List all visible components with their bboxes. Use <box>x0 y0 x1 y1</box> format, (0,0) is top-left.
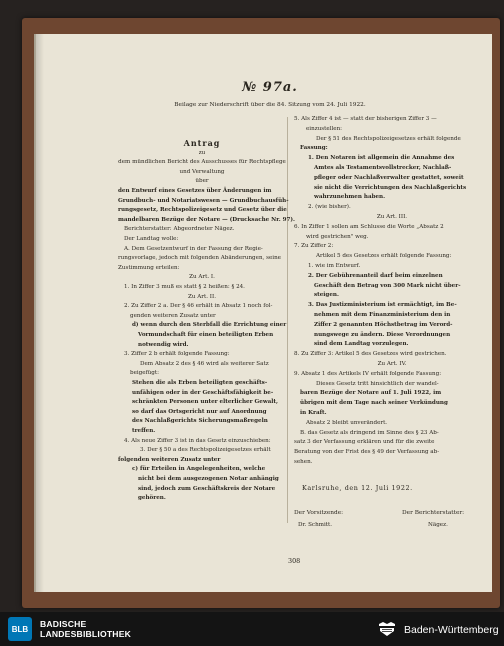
right-column-line: Der § 51 des Rechtspolizeigesetzes erhält folgende <box>316 135 461 142</box>
left-column-line: den Entwurf eines Gesetzes über Änderungen im <box>118 188 272 194</box>
left-column-line: nicht bei dem ausgezogenen Notar anhängig <box>138 476 279 482</box>
left-column-line: Berichterstatter: Abgeordneter Nägez. <box>124 226 235 233</box>
document-number: № 97a. <box>242 80 298 95</box>
right-column-line: sie nicht die Verrichtungen des Nachlaßgerichts <box>314 184 467 191</box>
left-column-line: 2. Zu Ziffer 2 a. Der § 46 erhält in Absatz 1 noch fol- <box>124 303 273 310</box>
left-column-line: unfähigen oder in der Geschäftsfähigkeit be- <box>132 389 274 396</box>
right-column-line: Geschäft den Betrag von 300 Mark nicht über- <box>314 282 461 289</box>
left-column-line: Dem Absatz 2 des § 46 wird als weiterer Satz <box>140 360 269 367</box>
column-divider <box>287 117 288 523</box>
left-column-line: d) wenn durch den Sterbfall die Errichtung einer <box>132 322 287 329</box>
page-number: 308 <box>288 557 301 565</box>
right-column-line: 7. Zu Ziffer 2: <box>294 243 334 250</box>
left-column-line: so darf das Ortsgericht nur auf Anordnung <box>132 408 267 415</box>
right-column-line: 1. wie im Entwurf. <box>308 263 361 269</box>
right-column-line: einzustellen: <box>306 125 343 132</box>
left-column-line: 3. Der § 50 a des Rechtspolizeigesetzes erhält <box>140 447 271 454</box>
right-column-line: in Kraft. <box>300 410 327 416</box>
state-name[interactable]: Baden-Württemberg <box>404 624 499 636</box>
left-column-line: Grundbuch- und Notariatswesen — Grundbuchausfüh- <box>118 197 289 204</box>
right-column-line: sind dem Landtag vorzulegen. <box>314 341 409 348</box>
right-column-line: Fassung: <box>300 145 328 152</box>
left-column-line: Der Landtag wolle: <box>124 236 179 242</box>
blb-logo[interactable]: BLB <box>8 617 32 641</box>
right-column-line: 9. Absatz 1 des Artikels IV erhält folgende Fassung: <box>294 370 442 377</box>
left-column-line: des Nachlaßgerichts Sicherungsmaßregeln <box>132 418 268 425</box>
left-column-line: sind, jedoch zum Geschäftskreis der Notare <box>138 485 276 492</box>
right-column-line: nehmen mit dem Finanzministerium den in <box>314 312 451 318</box>
left-column-line: rungsvorlage, jedoch mit folgenden Abänderungen, seine <box>118 255 281 262</box>
left-column-line: folgenden weiteren Zusatz unter <box>118 456 221 463</box>
right-column-line: 2. Der Gebührenanteil darf beim einzelnen <box>308 272 443 279</box>
library-name-line1: BADISCHE <box>40 619 87 629</box>
chair-title: Der Vorsitzende: <box>294 510 344 516</box>
left-column-line: c) für Erteilen in Angelegenheiten, welche <box>132 466 266 473</box>
right-column-line: Artikel 5 des Gesetzes erhält folgende Fassung: <box>316 253 452 260</box>
library-name-line2: LANDESBIBLIOTHEK <box>40 629 132 639</box>
right-column-line: Beratung von der Frist des § 49 der Verfassung ab- <box>294 449 440 456</box>
right-column-line: 5. Als Ziffer 4 ist — statt der bisherigen Ziffer 3 — <box>294 116 437 122</box>
left-column-line: A. Dem Gesetzentwurf in der Fassung der Regie- <box>124 245 263 252</box>
left-column-line: notwendig wird. <box>138 341 189 348</box>
right-column-line: Zu Art. III. <box>376 214 408 220</box>
right-column-line: Amtes als Testamentsvollstrecker, Nachlaß- <box>314 165 452 171</box>
reporter-name: Nägez. <box>428 522 448 528</box>
left-column-line: über <box>195 178 209 185</box>
left-column-line: Stehen die als Erben beteiligten geschäfts- <box>132 380 268 386</box>
left-column-line: genden weiteren Zusatz unter <box>130 312 216 319</box>
left-column-line: 1. In Ziffer 3 muß es statt § 2 heißen: § 24. <box>124 284 245 290</box>
chair-name: Dr. Schmitt. <box>298 522 333 528</box>
right-column-line: wahrzunehmen haben. <box>314 194 386 201</box>
right-column-line: B. das Gesetz als dringend im Sinne des § 23 Ab- <box>300 429 439 436</box>
left-column-line: 3. Ziffer 2 b erhält folgende Fassung: <box>124 351 230 358</box>
right-column-line: 2. (wie bisher). <box>308 204 351 211</box>
left-column-line: Zu Art. I. <box>189 274 215 281</box>
right-column-line: nungswege zu ändern. Diese Verordnungen <box>314 331 451 338</box>
left-column-line: Zu Art. II. <box>188 293 216 300</box>
right-column-line: wird gestrichen" weg. <box>306 233 369 240</box>
right-column-line: pfleger oder Nachlaßverwalter gestattet, soweit <box>314 174 464 181</box>
left-column-line: und Verwaltung <box>179 168 225 175</box>
right-column-line: sehen. <box>294 459 313 465</box>
page-gutter-shadow <box>34 34 44 592</box>
left-column-line: schränkten Personen unter elterlicher Gewalt, <box>132 399 278 406</box>
left-column-line: beigefügt: <box>130 370 159 377</box>
right-column-line: 6. In Ziffer 1 sollen am Schlusse die Worte „Absatz 2 <box>294 223 444 230</box>
right-column-line: 1. Den Notaren ist allgemein die Annahme des <box>308 155 455 162</box>
left-column-line: Antrag <box>183 138 221 148</box>
left-column-line: rungsgesetz, Rechtspolizeigesetz und Gesetz über die <box>118 207 287 214</box>
place-date: Karlsruhe, den 12. Juli 1922. <box>302 484 413 492</box>
right-column-line: 8. Zu Ziffer 3: Artikel 5 des Gesetzes wird gestrichen. <box>294 351 447 358</box>
left-column-line: treffen. <box>132 428 156 434</box>
right-column-line: satz 3 der Verfassung erklären und für die zweite <box>294 439 435 446</box>
right-column-line: steigen. <box>314 292 339 299</box>
right-column-line: 3. Das Justizministerium ist ermächtigt, im Be- <box>308 302 457 309</box>
left-column-line: dem mündlichen Bericht des Ausschusses für Rechtspflege <box>118 159 286 166</box>
left-column-line: Vormundschaft für einen beteiligten Erben <box>138 332 274 338</box>
left-column-line: zu <box>198 149 206 156</box>
state-crest-icon <box>376 620 398 638</box>
right-column-line: Ziffer 2 genannten Höchstbetrag im Verord- <box>314 321 453 328</box>
reporter-title: Der Berichterstatter: <box>402 510 465 516</box>
left-column-line: mandelbaren Bezüge der Notare — (Drucksache Nr. 97). <box>118 216 295 223</box>
session-supplement-line: Beilage zur Niederschrift über die 84. Sitzung vom 24. Juli 1922. <box>174 102 366 108</box>
right-column-line: Zu Art. IV. <box>377 361 407 367</box>
right-column-line: übrigen mit dem Tage nach seiner Verkündung <box>300 400 448 407</box>
right-column-line: Absatz 2 bleibt unverändert. <box>306 419 388 426</box>
right-column-line: Dieses Gesetz tritt hinsichtlich der wandel- <box>316 380 439 387</box>
right-column-line: baren Bezüge der Notare auf 1. Juli 1922, im <box>300 390 442 397</box>
left-column-line: 4. Als neue Ziffer 3 ist in das Gesetz einzuschieben: <box>124 437 271 444</box>
left-column-line: gehören. <box>138 495 166 502</box>
library-name[interactable] <box>40 619 131 639</box>
left-column-line: Zustimmung erteilen: <box>118 264 180 271</box>
